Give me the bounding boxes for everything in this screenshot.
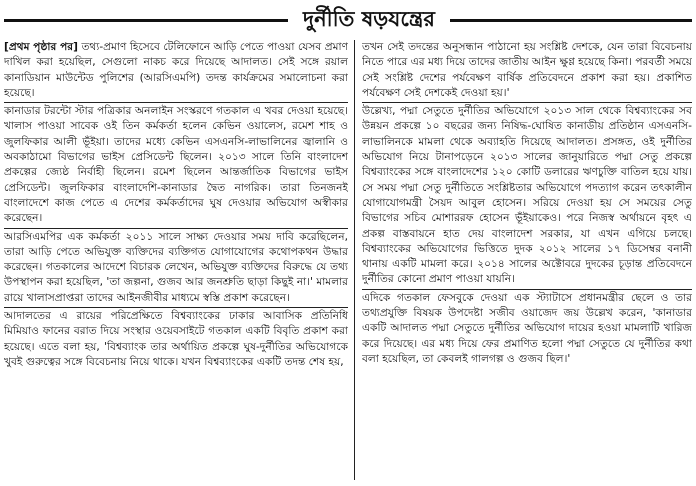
continuation-label: [প্রথম পৃষ্ঠার পর] [4,41,78,53]
column-divider [354,40,355,480]
article-column-left [4,40,348,484]
headline-rule-right [450,19,692,22]
page-title: দুর্নীতি ষড়যন্ত্রের [303,6,435,31]
paragraph-text: তথ্য-প্রমাণ হিসেবে টেলিফোনে আড়ি পেতে পাওয়া যেসব প্রমাণ দাখিল করা হয়েছিল, সেগুলো নাকচ করে দিয়েছে আদালত। সেই সঙ্গে রয়াল কানাডিয়ান মাউন্টেড পুলিশের (আরসিএমপি) তদন্ত কার্যক্রমের সমালোচনা করা হয়েছে। [4,41,348,99]
article-paragraph: তখন সেই তদন্তের অনুসন্ধান পাঠানো হয় সংশ্লিষ্ট দেশকে, যেন তারা বিবেচনায় নিতে পারে এর মধ্য দিয়ে তাদের জাতীয় আইন ক্ষুণ্ণ হয়েছে কিনা। পরবর্তী সময়ে সেই সংশ্লিষ্ট দেশের পর্যবেক্ষণ বার্ষিক প্রতিবেদনে প্রকাশ করা হয়। প্রকাশিত পর্যবেক্ষণ সেই দেশকেই দেওয়া হয়।' [362,41,692,99]
article-paragraph: কানাডার টরন্টো স্টার পত্রিকার অনলাইন সংস্করণে গতকাল এ খবর দেওয়া হয়েছে। খালাস পাওয়া সাবেক ওই তিন কর্মকর্তা হলেন কেভিন ওয়ালেস, রমেশ শাহ ও জুলফিকার আলী ভূঁইয়া। তাদের মধ্যে কেভিন এসএনসি-লাভালিনের জ্বালানি ও অবকাঠামো বিভাগের ভাইস প্রেসিডেন্ট ছিলেন। ২০১৩ সালে তিনি বাংলাদেশ প্রকল্পের জ্যেষ্ঠ নির্বাহী ছিলেন। রমেশ ছিলেন আন্তর্জাতিক বিভাগের ভাইস প্রেসিডেন্ট। জুলফিকার বাংলাদেশি-কানাডার দ্বৈত নাগরিক। তারা তিনজনই বাংলাদেশে কাজ পেতে এ দেশের কর্মকর্তাদের ঘুষ দেওয়ার অভিযোগ অস্বীকার করেছেন। [4,102,348,227]
headline-rule-left [4,19,288,22]
article-paragraph: আরসিএমপির এক কর্মকর্তা ২০১১ সালে সাক্ষ্য দেওয়ার সময় দাবি করেছিলেন, তারা আড়ি পেতে অভিযুক্ত ব্যক্তিদের ব্যক্তিগত যোগাযোগের কথোপকথন উদ্ধার করেছেন। গতকালের আদেশে বিচারক লেখেন, অভিযুক্ত ব্যক্তিদের বিরুদ্ধে যে তথ্য উপস্থাপন করা হয়েছিল, 'তা জল্পনা, গুজব আর জনশ্রুতি ছাড়া কিছুই না।' মামলার রায়ে খালাসপ্রাপ্তরা তাদের আইনজীবীর মাধ্যমে স্বস্তি প্রকাশ করেছেন। [4,228,348,307]
article-paragraph: উল্লেখ্য, পদ্মা সেতুতে দুর্নীতির অভিযোগে ২০১৩ সাল থেকে বিশ্বব্যাংকের সব উন্নয়ন প্রকল্পে ১০ বছরের জন্য নিষিদ্ধ-ঘোষিত কানাডীয় প্রতিষ্ঠান এসএনসি-লাভালিনকে মামলা থেকে অব্যাহতি দিয়েছে আদালত। প্রসঙ্গত, ওই দুর্নীতির অভিযোগ নিয়ে টানাপড়েনে ২০১৩ সালের জানুয়ারিতে পদ্মা সেতু প্রকল্পে বিশ্বব্যাংকের সঙ্গে বাংলাদেশের ১২০ কোটি ডলারের ঋণচুক্তি বাতিল হয়ে যায়। সে সময় পদ্মা সেতু দুর্নীতিতে সংশ্লিষ্টতার অভিযোগে পদত্যাগ করেন তৎকালীন যোগাযোগমন্ত্রী সৈয়দ আবুল হোসেন। সরিয়ে দেওয়া হয় সে সময়ের সেতু বিভাগের সচিব মোশাররফ হোসেন ভূঁইয়াকেও। পরে নিজস্ব অর্থায়নে বৃহৎ এ প্রকল্প বাস্তবায়নে হাত দেয় বাংলাদেশ সরকার, যা এখন এগিয়ে চলছে। বিশ্বব্যাংকের অভিযোগের ভিত্তিতে দুদক ২০১২ সালের ১৭ ডিসেম্বর বনানী থানায় একটি মামলা করে। ২০১৪ সালের অক্টোবরে দুদকের চূড়ান্ত প্রতিবেদনে দুর্নীতির কোনো প্রমাণ পাওয়া যায়নি। [362,102,692,289]
article-paragraph: এদিকে গতকাল ফেসবুকে দেওয়া এক স্ট্যাটাসে প্রধানমন্ত্রীর ছেলে ও তার তথ্যপ্রযুক্তি বিষয়ক উপদেষ্টা সজীব ওয়াজেদ জয় উল্লেখ করেন, 'কানাডার একটি আদালত পদ্মা সেতুতে দুর্নীতির অভিযোগ দায়ের হওয়া মামলাটি খারিজ করে দিয়েছে। এর মধ্য দিয়ে ফের প্রমাণিত হলো পদ্মা সেতুতে যে দুর্নীতির কথা বলা হয়েছিল, তা কেবলই গালগল্প ও গুজব ছিল।' [362,289,692,368]
article-column-right [362,40,692,484]
article-paragraph [4,40,348,102]
article-paragraph: আদালতের এ রায়ের পরিপ্রেক্ষিতে বিশ্বব্যাংকের ঢাকার আবাসিক প্রতিনিধি মিমিয়াও ফানের বরাত দিয়ে সংস্থার ওয়েবসাইটে গতকাল একটি বিবৃতি প্রকাশ করা হয়েছে। এতে বলা হয়, 'বিশ্বব্যাংক তার অর্থায়িত প্রকল্পে ঘুষ-দুর্নীতির অভিযোগকে খুবই গুরুত্বের সঙ্গে বিবেচনায় নিয়ে থাকে। যখন বিশ্বব্যাংকের একটি তদন্ত শেষ হয়, [4,307,348,371]
headline-bar [0,0,696,38]
